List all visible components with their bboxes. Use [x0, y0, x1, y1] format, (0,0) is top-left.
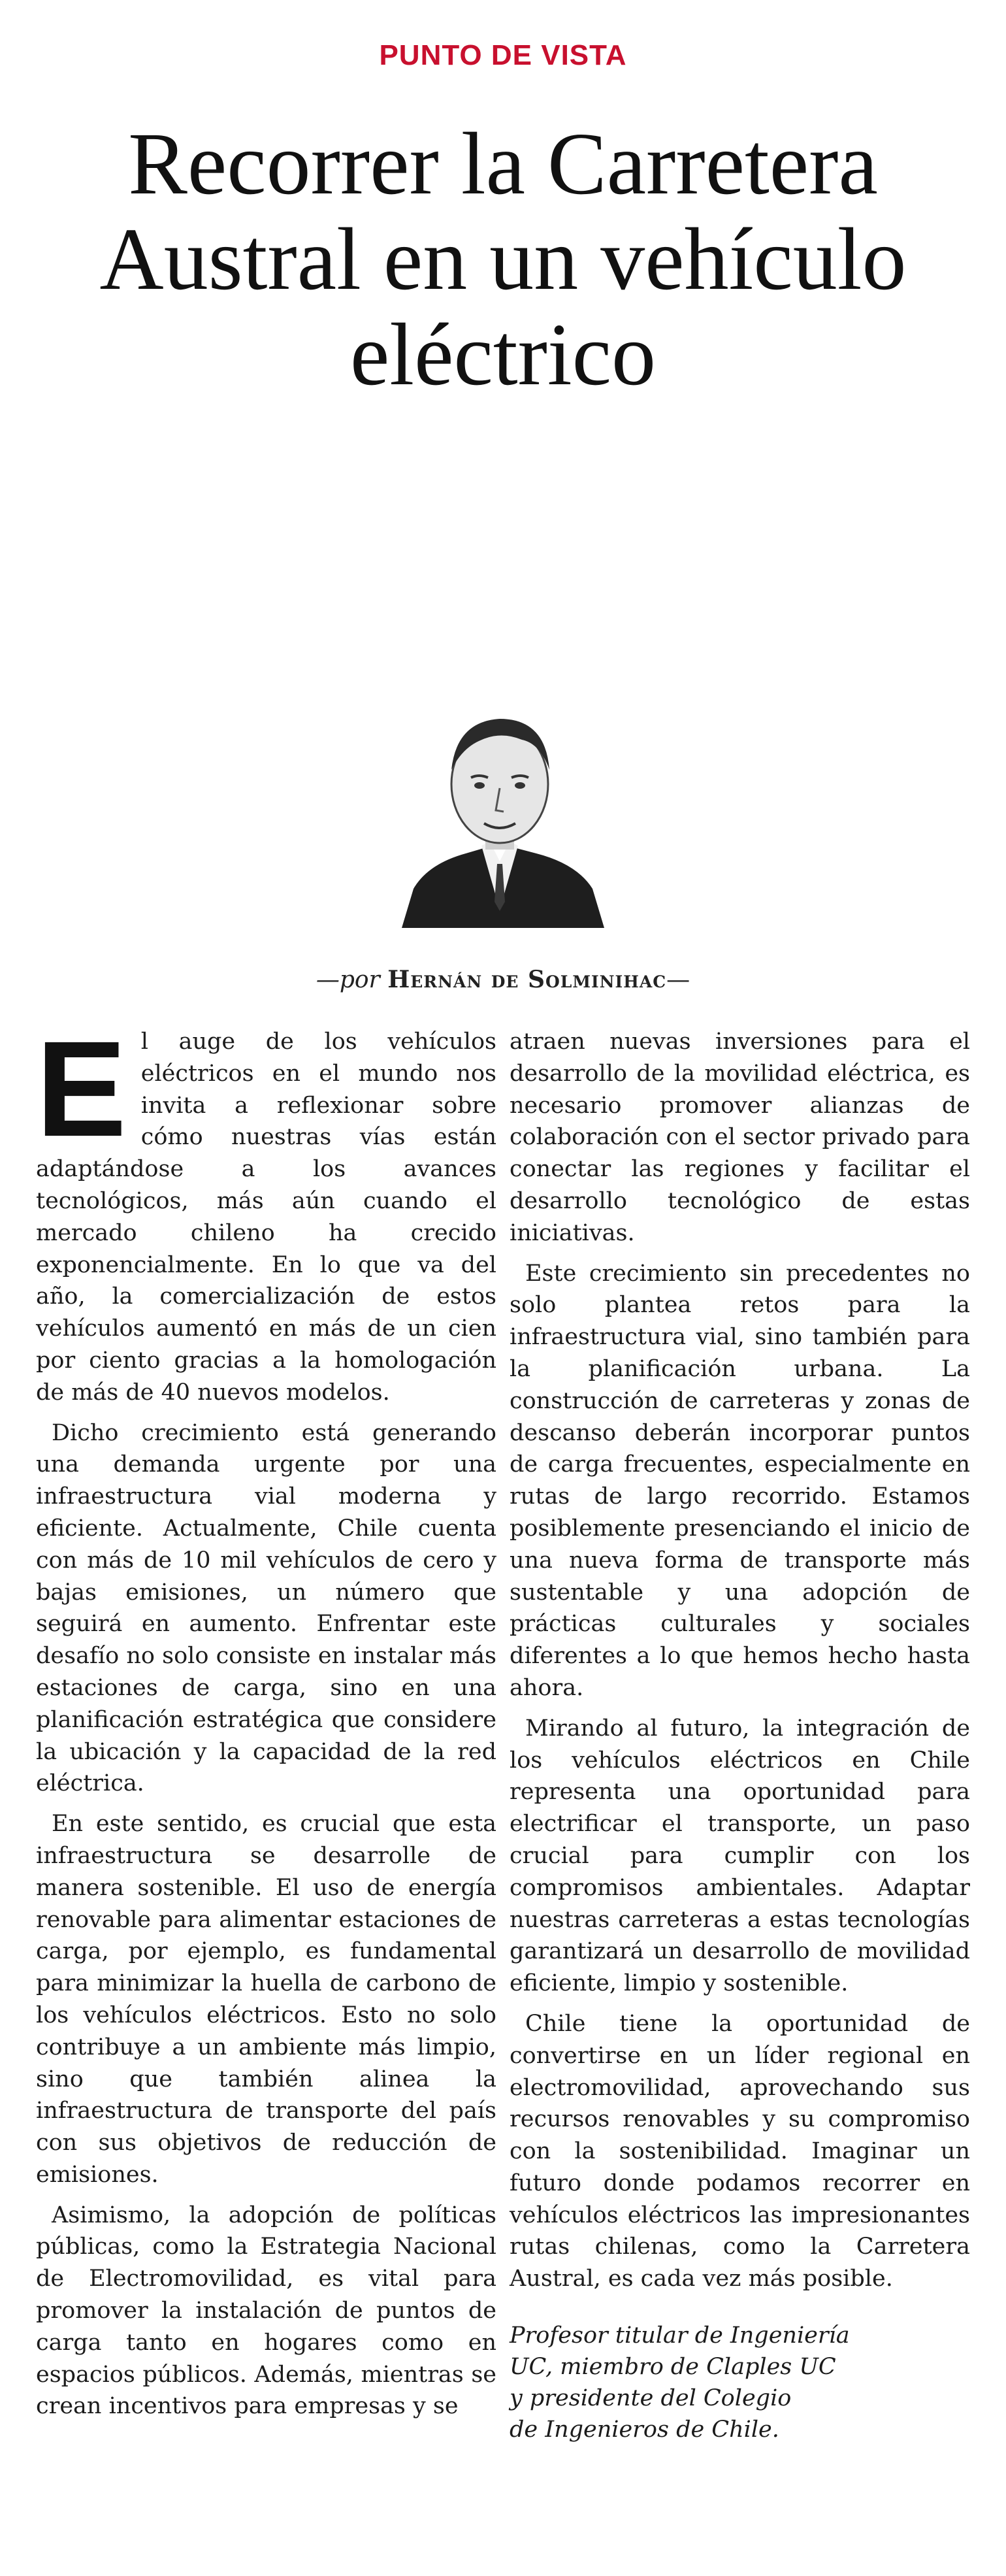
headline: Recorrer la Carretera Austral en un vehículo eléctrico — [99, 115, 907, 404]
byline-author: Hernán de Solminihac — [387, 966, 667, 993]
signature-line: Profesor titular de Ingeniería — [510, 2322, 850, 2349]
byline-prefix: —por — [316, 966, 380, 993]
article-column-left — [36, 1014, 496, 2431]
paragraph: Asimismo, la adopción de políticas públicas, como la Estrategia Nacional de Electromovilidad, es vital para promover la instalación de puntos de carga tanto en hogares como en espacios públicos. Además, mientras se crean incentivos para empresas y se — [36, 2202, 496, 2420]
author-portrait — [402, 693, 604, 928]
paragraph: En este sentido, es crucial que esta infraestructura se desarrolle de manera sostenible. El uso de energía renovable para alimentar estaciones de carga, por ejemplo, es fundamental para minimizar la huella de carbono de los vehículos eléctricos. Esto no solo contribuye a un ambiente más limpio, sino que también alinea la infraestructura de transporte del país con sus objetivos de reducción de emisiones. — [36, 1811, 496, 2188]
paragraph: l auge de los vehículos eléctricos en el mundo nos invita a reflexionar sobre cómo nuestras vías están adaptándose a los avances tecnológicos, más aún cuando el mercado chileno ha crecido exponencialmente. En lo que va del año, la comercialización de estos vehículos aumentó en más de un cien por ciento gracias a la homologación de más de 40 nuevos modelos. — [36, 1029, 496, 1406]
byline — [0, 966, 1006, 993]
section-label: PUNTO DE VISTA — [379, 39, 627, 71]
paragraph: Chile tiene la oportunidad de convertirse en un líder regional en electromovilidad, aprovechando sus recursos renovables y su compromiso con la sostenibilidad. Imaginar un futuro donde podamos recorrer en vehículos eléctricos las impresionantes rutas chilenas, como la Carretera Austral, es cada vez más posible. — [510, 2010, 970, 2292]
article-column-right — [510, 1026, 970, 2445]
paragraph: Dicho crecimiento está generando una demanda urgente por una infraestructura vial moderna y eficiente. Actualmente, Chile cuenta con más de 10 mil vehículos de cero y bajas emisiones, un número que seguirá en aumento. Enfrentar este desafío no solo consiste en instalar más estaciones de carga, sino en una planificación estratégica que considere la ubicación y la capacidad de la red eléctrica. — [36, 1419, 496, 1797]
drop-cap: E — [36, 1014, 127, 1165]
signature-line: de Ingenieros de Chile. — [510, 2417, 779, 2443]
paragraph: atraen nuevas inversiones para el desarrollo de la movilidad eléctrica, es necesario promover alianzas de colaboración con el sector privado para conectar las regiones y facilitar el desarrollo tecnológico de estas iniciativas. — [510, 1029, 970, 1246]
author-signature — [510, 2320, 970, 2445]
paragraph: Este crecimiento sin precedentes no solo plantea retos para la infraestructura vial, sino también para la planificación urbana. La construcción de carreteras y zonas de descanso deberán incorporar puntos de carga frecuentes, especialmente en rutas de largo recorrido. Estamos posiblemente presenciando el inicio de una nueva forma de transporte más sustentable y una adopción de prácticas culturales y sociales diferentes a lo que hemos hecho hasta ahora. — [510, 1260, 970, 1701]
signature-line: UC, miembro de Claples UC — [510, 2354, 836, 2381]
paragraph: Mirando al futuro, la integración de los vehículos eléctricos en Chile representa una oportunidad para electrificar el transporte, un paso crucial para cumplir con los compromisos ambientales. Adaptar nuestras carreteras a estas tecnologías garantizará un desarrollo de movilidad eficiente, limpio y sostenible. — [510, 1715, 970, 1997]
signature-line: y presidente del Colegio — [510, 2385, 792, 2412]
byline-suffix: — — [666, 966, 690, 993]
